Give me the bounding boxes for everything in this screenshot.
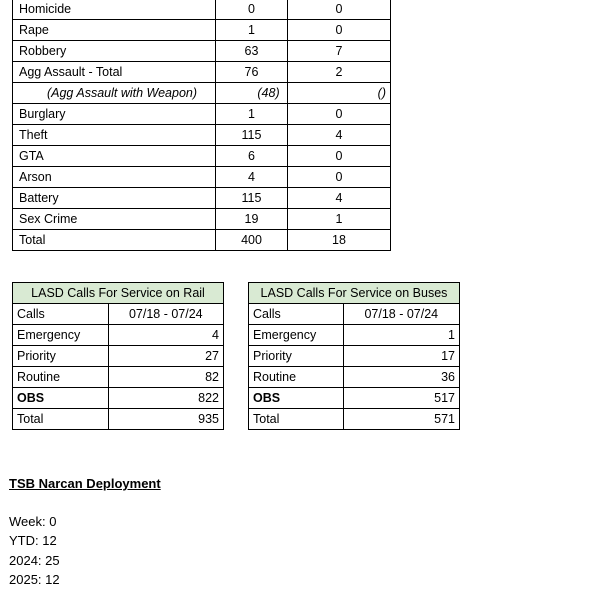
- table-row: [13, 346, 224, 367]
- row-label: Total: [13, 230, 216, 251]
- narcan-week: Week: 0: [9, 514, 57, 529]
- table-row: [13, 209, 391, 230]
- table-row: [249, 367, 460, 388]
- row-col2: 0: [288, 167, 391, 188]
- row-label: Routine: [13, 367, 109, 388]
- row-label: Sex Crime: [13, 209, 216, 230]
- period-header: 07/18 - 07/24: [108, 304, 223, 325]
- table-row: [13, 104, 391, 125]
- row-col1: 1: [216, 20, 288, 41]
- table-header-row: [13, 304, 224, 325]
- row-col1: 1: [216, 104, 288, 125]
- table-row: [13, 41, 391, 62]
- row-col2: 0: [288, 146, 391, 167]
- crime-stats-table: [12, 0, 391, 251]
- row-col1: (48): [216, 83, 288, 104]
- row-label: Battery: [13, 188, 216, 209]
- calls-header: Calls: [249, 304, 344, 325]
- table-row: [13, 146, 391, 167]
- narcan-2024: 2024: 25: [9, 553, 60, 568]
- row-col1: 0: [216, 0, 288, 20]
- period-header: 07/18 - 07/24: [343, 304, 459, 325]
- table-row: [249, 388, 460, 409]
- calls-header: Calls: [13, 304, 109, 325]
- row-col2: 0: [288, 104, 391, 125]
- row-label: Homicide: [13, 0, 216, 20]
- row-col2: 4: [288, 188, 391, 209]
- rail-calls-table: [12, 282, 224, 430]
- row-col2: 1: [288, 209, 391, 230]
- table-row: [13, 167, 391, 188]
- table-row: [13, 325, 224, 346]
- row-col2: 2: [288, 62, 391, 83]
- row-value: 571: [343, 409, 459, 430]
- row-label: Agg Assault - Total: [13, 62, 216, 83]
- narcan-ytd: YTD: 12: [9, 533, 57, 548]
- rail-calls-title: LASD Calls For Service on Rail: [13, 283, 224, 304]
- row-value: 27: [108, 346, 223, 367]
- row-value: 935: [108, 409, 223, 430]
- table-row: [249, 409, 460, 430]
- row-value: 82: [108, 367, 223, 388]
- row-label: Arson: [13, 167, 216, 188]
- row-label: OBS: [249, 388, 344, 409]
- row-col1: 76: [216, 62, 288, 83]
- row-label: Priority: [13, 346, 109, 367]
- row-col1: 63: [216, 41, 288, 62]
- table-row: [13, 367, 224, 388]
- row-label: Rape: [13, 20, 216, 41]
- table-row: [13, 83, 391, 104]
- table-row: [13, 388, 224, 409]
- row-label: Theft: [13, 125, 216, 146]
- row-label: Emergency: [13, 325, 109, 346]
- row-value: 1: [343, 325, 459, 346]
- table-row: [13, 0, 391, 20]
- row-label: Routine: [249, 367, 344, 388]
- row-label: Priority: [249, 346, 344, 367]
- narcan-heading: TSB Narcan Deployment: [9, 476, 161, 491]
- table-row: [13, 188, 391, 209]
- row-label: Emergency: [249, 325, 344, 346]
- row-col1: 115: [216, 125, 288, 146]
- row-col2: 0: [288, 20, 391, 41]
- row-value: 36: [343, 367, 459, 388]
- row-value: 4: [108, 325, 223, 346]
- table-row: [249, 325, 460, 346]
- row-label: Robbery: [13, 41, 216, 62]
- table-row: [249, 346, 460, 367]
- table-row: [13, 409, 224, 430]
- table-row: [13, 20, 391, 41]
- row-label: (Agg Assault with Weapon): [13, 83, 216, 104]
- row-col2: 4: [288, 125, 391, 146]
- row-col1: 6: [216, 146, 288, 167]
- row-col1: 19: [216, 209, 288, 230]
- row-col2: 18: [288, 230, 391, 251]
- row-col2: 0: [288, 0, 391, 20]
- row-label: Total: [249, 409, 344, 430]
- narcan-2025: 2025: 12: [9, 572, 60, 587]
- row-label: OBS: [13, 388, 109, 409]
- row-col1: 4: [216, 167, 288, 188]
- row-label: GTA: [13, 146, 216, 167]
- row-col2: (): [288, 83, 391, 104]
- table-header-row: [249, 304, 460, 325]
- table-row: [13, 230, 391, 251]
- row-col2: 7: [288, 41, 391, 62]
- bus-calls-title: LASD Calls For Service on Buses: [249, 283, 460, 304]
- row-col1: 115: [216, 188, 288, 209]
- row-value: 17: [343, 346, 459, 367]
- row-value: 517: [343, 388, 459, 409]
- row-col1: 400: [216, 230, 288, 251]
- row-label: Total: [13, 409, 109, 430]
- table-row: [13, 125, 391, 146]
- bus-calls-table: [248, 282, 460, 430]
- row-value: 822: [108, 388, 223, 409]
- table-row: [13, 62, 391, 83]
- row-label: Burglary: [13, 104, 216, 125]
